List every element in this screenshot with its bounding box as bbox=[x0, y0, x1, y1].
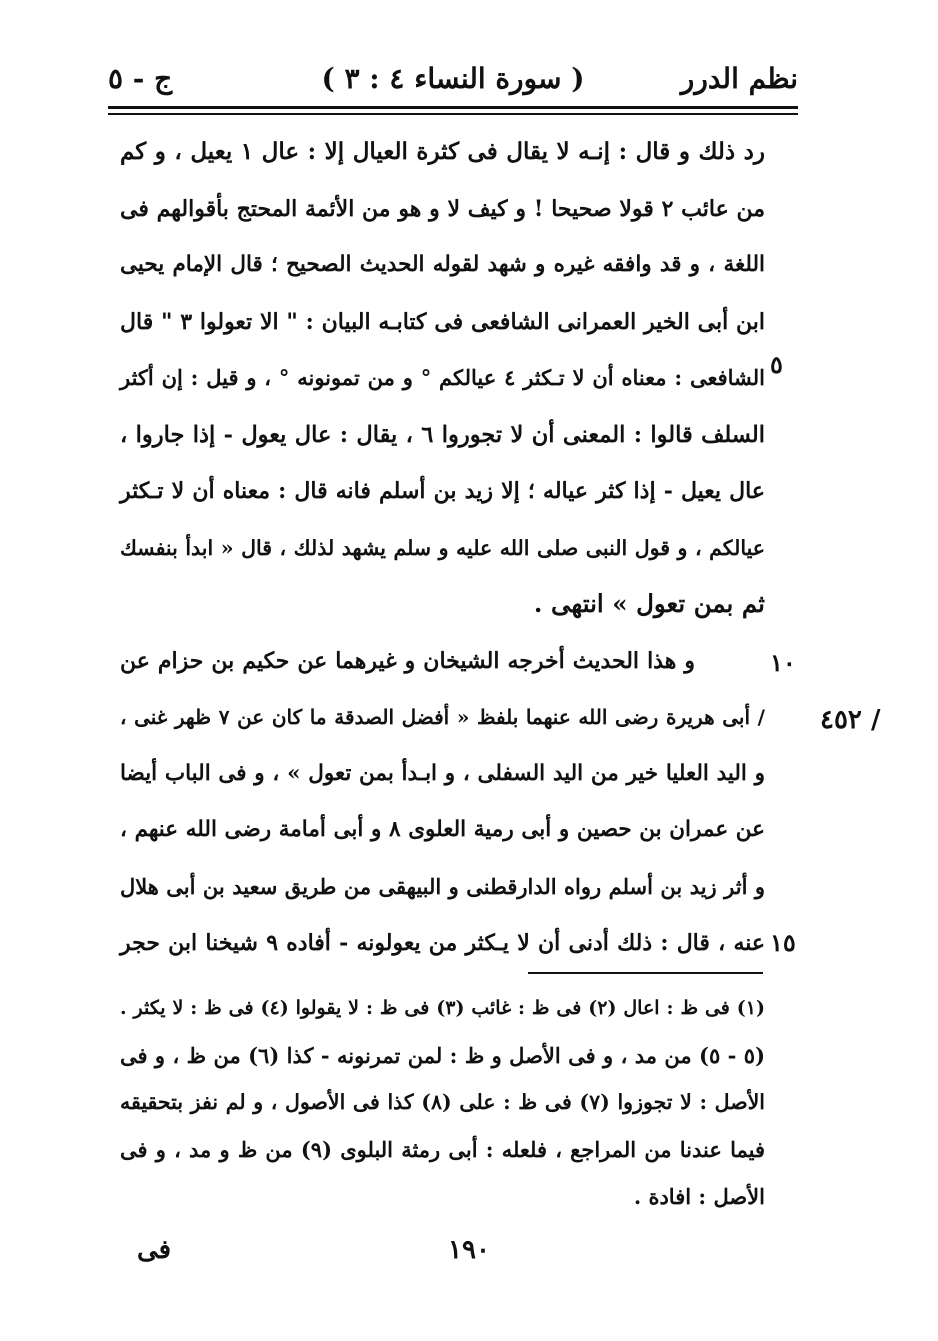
manuscript-folio-ref: / ٤٥٢ bbox=[820, 705, 881, 735]
main-text bbox=[120, 124, 765, 972]
footnote-line: (١) فى ظ : اعال (٢) فى ظ : غائب (٣) فى ظ : لا يقولوا (٤) فى ظ : لا يكثر . bbox=[120, 997, 765, 1019]
text-line: / أبى هريرة رضى الله عنهما بلفظ « أفضل الصدقة ما كان عن ٧ ظهر غنى ، bbox=[120, 705, 765, 729]
text-line: من عائب ٢ قولا صحيحا ! و كيف لا و هو من الأئمة المحتج بأقوالهم فى bbox=[120, 195, 765, 222]
text-line: عنه ، قال : ذلك أدنى أن لا يـكثر من يعولونه - أفاده ٩ شيخنا ابن حجر bbox=[120, 930, 765, 956]
text-line: عيالكم ، و قول النبى صلى الله عليه و سلم يشهد لذلك ، قال « ابدأ بنفسك bbox=[120, 535, 765, 560]
line-number-15: ١٥ bbox=[770, 928, 796, 957]
line-number-5: ٥ bbox=[770, 350, 783, 379]
header-rule-thin bbox=[108, 113, 798, 115]
footnote-line: فيما عندنا من المراجع ، فلعله : أبى رمثة البلوى (٩) من ظ و مد ، و فى bbox=[120, 1137, 765, 1162]
footnote-rule bbox=[528, 972, 763, 974]
footnote-line: (٥ - ٥) من مد ، و فى الأصل و ظ : لمن تمرنونه - كذا (٦) من ظ ، و فى bbox=[120, 1043, 766, 1068]
text-line: عال يعيل - إذا كثر عياله ؛ إلا زيد بن أسلم فانه قال : معناه أن لا تـكثر bbox=[120, 478, 765, 504]
book-title: نظم الدرر bbox=[680, 62, 798, 95]
text-line: السلف قالوا : المعنى أن لا تجوروا ٦ ، يقال : عال يعول - إذا جاروا ، bbox=[120, 421, 765, 448]
text-line: ثم بمن تعول » انتهى . bbox=[533, 589, 765, 618]
running-header bbox=[108, 62, 798, 102]
text-line: الشافعى : معناه أن لا تـكثر ٤ عيالكم ° و من تمونونه ° ، و قيل : إن أكثر bbox=[120, 365, 765, 390]
text-line: رد ذلك و قال : إنـه لا يقال فى كثرة العيال إلا : عال ١ يعيل ، و كم bbox=[120, 138, 765, 165]
footnote-line: الأصل : افادة . bbox=[633, 1184, 765, 1209]
line-number-10: ١٠ bbox=[770, 648, 796, 677]
volume-label: ج - ٥ bbox=[108, 62, 173, 95]
header-rule-thick bbox=[108, 106, 798, 109]
text-line: اللغة ، و قد وافقه غيره و شهد لقوله الحديث الصحيح ؛ قال الإمام يحيى bbox=[120, 252, 765, 277]
footnotes bbox=[120, 985, 765, 1220]
text-line: و اليد العليا خير من اليد السفلى ، و ابـدأ بمن تعول » ، و فى الباب أيضا bbox=[120, 760, 765, 786]
text-line: و أثر زيد بن أسلم رواه الدارقطنى و البيهقى من طريق سعيد بن أبى هلال bbox=[120, 873, 765, 899]
text-line: عن عمران بن حصين و أبى رمية العلوى ٨ و أبى أمامة رضى الله عنهم ، bbox=[120, 817, 765, 842]
page-number: ١٩٠ bbox=[448, 1235, 490, 1265]
footnote-line: الأصل : لا تجوزوا (٧) فى ظ : على (٨) كذا فى الأصول ، و لم نفز بتحقيقه bbox=[120, 1090, 766, 1114]
catchword: فى bbox=[137, 1235, 172, 1265]
surah-reference: ( سورة النساء ٤ : ٣ ) bbox=[321, 62, 585, 95]
text-line: و هذا الحديث أخرجه الشيخان و غيرهما عن حكيم بن حزام عن bbox=[120, 647, 695, 674]
text-line: ابن أبى الخير العمرانى الشافعى فى كتابـه البيان : " الا تعولوا ٣ " قال bbox=[120, 308, 765, 335]
